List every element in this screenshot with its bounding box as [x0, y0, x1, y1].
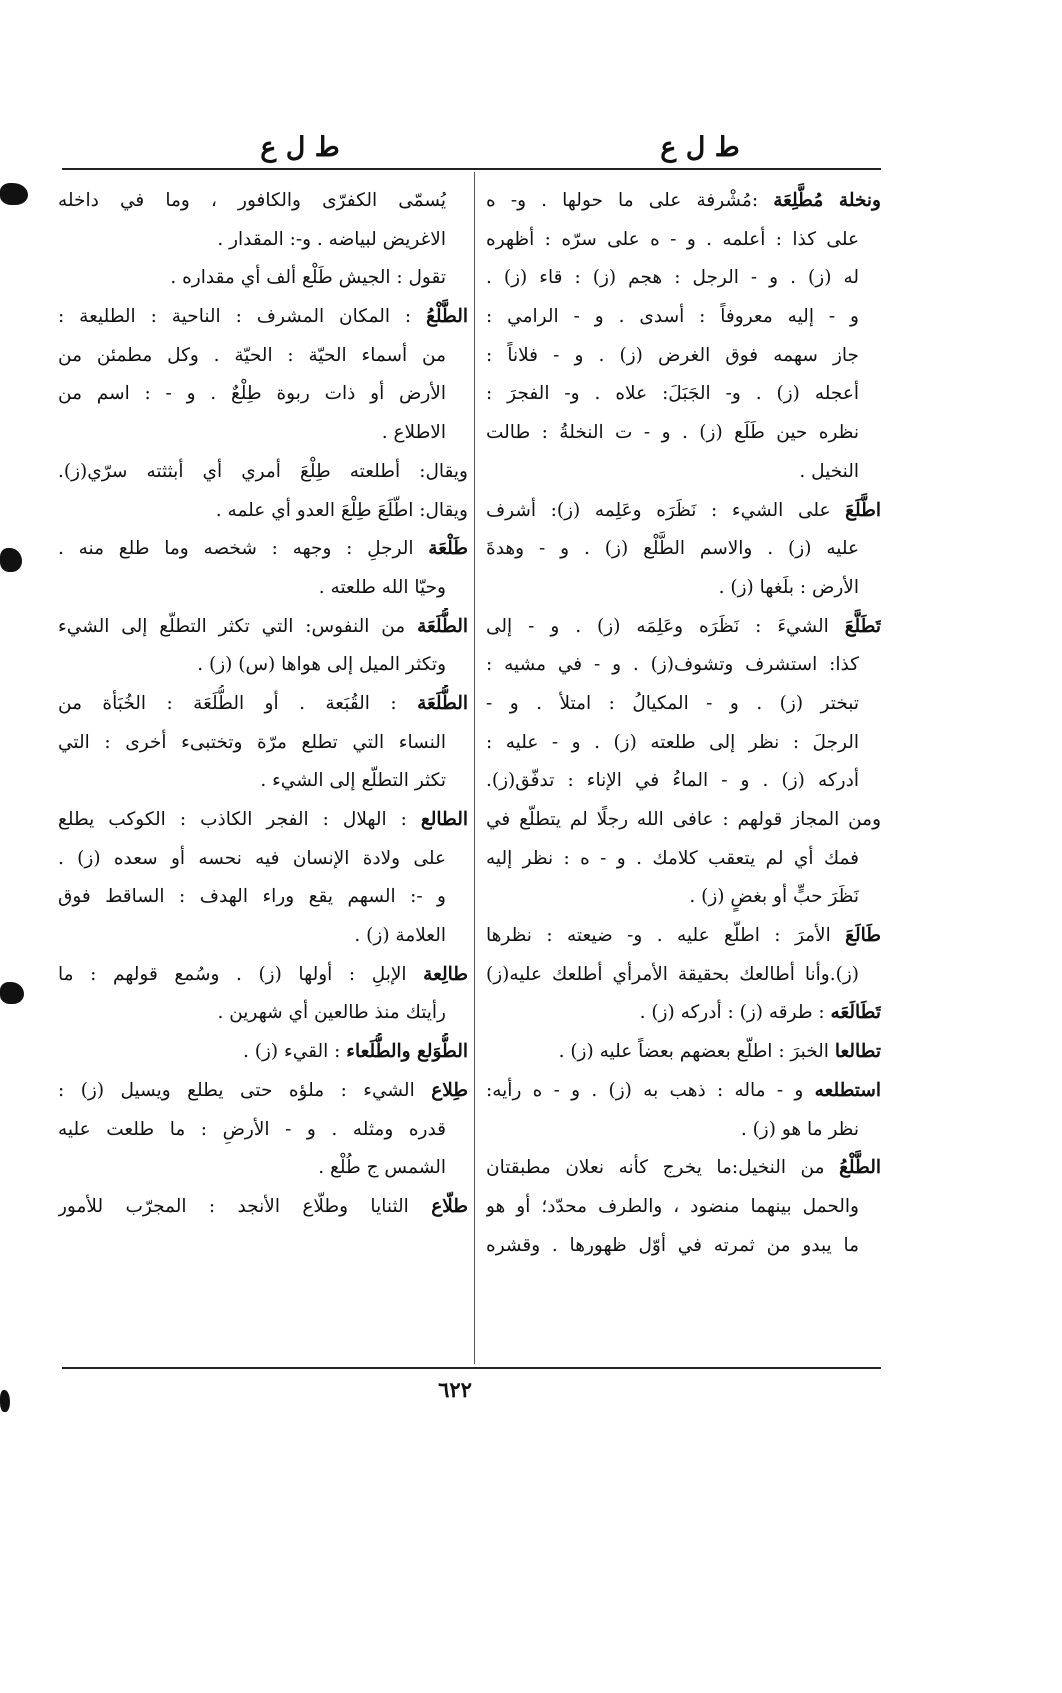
- column-separator: [474, 172, 475, 1364]
- entry-text: : طرقه (ز) : أدركه (ز) .: [639, 1002, 831, 1024]
- dictionary-line: [486, 762, 881, 801]
- bottom-rule: [62, 1367, 881, 1369]
- scan-blot: [0, 1390, 10, 1412]
- dictionary-line: [486, 1033, 881, 1072]
- entry-headword: طالِعة: [423, 963, 468, 985]
- entry-text: : الهلال : الفجر الكاذب : الكوكب يطلع: [58, 809, 421, 830]
- entry-text: عليه (ز) . والاسم الطَّلْع (ز) . و - وهدةَ: [486, 538, 859, 560]
- entry-text: من النخيل:ما يخرج كأنه نعلان مطبقتان: [486, 1157, 840, 1179]
- dictionary-line: [486, 1072, 881, 1111]
- entry-text: النخيل .: [799, 460, 859, 482]
- entry-text: و -: السهم يقع وراء الهدف : الساقط فوق: [58, 886, 446, 908]
- entry-text: الأرض : بلَغها (ز) .: [718, 576, 859, 598]
- entry-text: و - ماله : ذهب به (ز) . و - ه رأيه:: [486, 1079, 815, 1101]
- entry-text: له (ز) . و - الرجل : هجم (ز) : قاء (ز) .: [486, 267, 859, 289]
- entry-text: أعجله (ز) . و- الجَبَلَ: علاه . و- الفجرَ :: [486, 383, 859, 405]
- dictionary-line: [486, 608, 881, 647]
- entry-text: وحيّا الله طلعته .: [318, 576, 446, 598]
- dictionary-line: [58, 646, 468, 685]
- dictionary-line: [486, 1227, 881, 1266]
- dictionary-line: [58, 298, 468, 337]
- entry-headword: طَالَعَ: [845, 925, 881, 947]
- scan-blot: [0, 982, 24, 1004]
- dictionary-line: [58, 569, 468, 608]
- entry-text: (ز).وأنا أطالعك بحقيقة الأمرأي أطلعك عليه(ز): [486, 963, 859, 985]
- dictionary-line: [58, 1188, 468, 1227]
- dictionary-line: [58, 801, 468, 840]
- entry-text: رأيتك منذ طالعين أي شهرين .: [217, 1002, 446, 1024]
- dictionary-line: [58, 685, 468, 724]
- entry-text: الرجلَ : نظر إلى طلعته (ز) . و - عليه :: [486, 731, 859, 753]
- entry-text: كذا: استشرف وتشوف(ز) . و - في مشيه :: [486, 654, 859, 676]
- entry-text: الثنايا وطلّاع الأنجد : المجرّب للأمور: [58, 1195, 432, 1217]
- entry-text: النساء التي تطلع مرّة وتختبىء أخرى : التي: [58, 731, 446, 753]
- dictionary-line: [486, 956, 881, 995]
- entry-text: الخبرَ : اطلّع بعضهم بعضاً عليه (ز) .: [558, 1041, 835, 1063]
- dictionary-line: [486, 182, 881, 221]
- entry-text: الأرض أو ذات ربوة طِلْعٌ . و - : اسم من: [58, 383, 446, 405]
- dictionary-line: [486, 414, 881, 453]
- entry-text: العلامة (ز) .: [354, 925, 446, 947]
- scan-blot: [0, 548, 22, 572]
- entry-text: من النفوس: التي تكثر التطلّع إلى الشيء: [58, 615, 418, 637]
- dictionary-line: [58, 1111, 468, 1150]
- dictionary-line: [58, 762, 468, 801]
- entry-headword: الطُّلَعَة: [417, 615, 468, 637]
- entry-text: من أسماء الحيّة : الحيّة . وكل مطمئن من: [58, 344, 446, 366]
- dictionary-line: [486, 1149, 881, 1188]
- top-rule: [62, 168, 881, 170]
- dictionary-line: [486, 375, 881, 414]
- entry-text: نظر ما هو (ز) .: [740, 1118, 859, 1140]
- entry-headword: طِلاع: [431, 1079, 468, 1101]
- entry-text: ويقال: أطلعته طِلْعَ أمري أي أبثثته سرّي(ز).: [58, 460, 468, 482]
- entry-headword: الطالع: [420, 809, 468, 830]
- entry-text: ما يبدو من ثمرته في أوّل ظهورها . وقشره: [486, 1234, 859, 1256]
- page-number: ٦٢٢: [438, 1377, 472, 1402]
- entry-headword: اطَّلَعَ: [845, 499, 881, 521]
- dictionary-line: [486, 724, 881, 763]
- dictionary-line: [486, 259, 881, 298]
- dictionary-line: [58, 221, 468, 260]
- entry-text: جاز سهمه فوق الغرض (ز) . و - فلاناً :: [486, 344, 859, 366]
- dictionary-line: [486, 917, 881, 956]
- entry-text: والحمل بينهما منضود ، والطرف محدّد؛ أو هو: [486, 1195, 859, 1217]
- dictionary-line: [486, 1111, 881, 1150]
- entry-headword: طَلْعَة: [428, 538, 468, 560]
- dictionary-line: [58, 608, 468, 647]
- dictionary-line: [58, 724, 468, 763]
- entry-text: نظره حين طَلَع (ز) . و - ت النخلةُ : طالت: [486, 422, 859, 444]
- running-header-right: ط ل ع: [660, 132, 740, 163]
- entry-text: الإبلِ : أولها (ز) . وسُمع قولهم : ما: [58, 963, 424, 985]
- right-column: [486, 182, 881, 1265]
- dictionary-line: [486, 801, 881, 840]
- dictionary-line: [58, 259, 468, 298]
- dictionary-line: [58, 414, 468, 453]
- running-header-left: ط ل ع: [260, 132, 340, 163]
- entry-text: فمك أي لم يتعقب كلامك . و - ه : نظر إليه: [486, 847, 859, 869]
- entry-text: ومن المجاز قولهم : عافى الله رجلًا لم يتطلّع في: [486, 809, 881, 830]
- dictionary-line: [58, 878, 468, 917]
- dictionary-line: [486, 221, 881, 260]
- dictionary-line: [58, 337, 468, 376]
- entry-text: على ولادة الإنسان فيه نحسه أو سعده (ز) .: [58, 847, 446, 869]
- entry-headword: طلّاع: [431, 1195, 468, 1217]
- dictionary-line: [58, 492, 468, 531]
- entry-text: الاغريض لبياضه . و-: المقدار .: [217, 228, 446, 250]
- entry-headword: استطلعه: [814, 1079, 881, 1101]
- entry-text: يُسمّى الكفرّى والكافور ، وما في داخله: [58, 190, 446, 211]
- entry-headword: ونخلة مُطَّلِعَة: [773, 190, 881, 211]
- dictionary-line: [58, 1033, 468, 1072]
- dictionary-line: [486, 646, 881, 685]
- entry-text: ويقال: اطّلَعَ طِلْعَ العدو أي علمه .: [215, 499, 468, 521]
- dictionary-line: [58, 1149, 468, 1188]
- entry-headword: الطُّوَلع والطُّلَعاء: [346, 1041, 468, 1063]
- dictionary-line: [486, 337, 881, 376]
- entry-text: الشمس ج طُلْع .: [318, 1157, 446, 1179]
- dictionary-line: [486, 298, 881, 337]
- entry-text: نَظَرَ حبٍّ أو بغضٍ (ز) .: [689, 886, 859, 908]
- entry-text: على الشيء : نَظَرَه وعَلِمه (ز): أشرف: [486, 499, 846, 521]
- dictionary-line: [486, 1188, 881, 1227]
- entry-text: : المكان المشرف : الناحية : الطليعة :: [58, 306, 427, 328]
- dictionary-line: [58, 530, 468, 569]
- entry-text: : القيء (ز) .: [243, 1041, 347, 1063]
- entry-headword: الطُّلَعَة: [417, 692, 468, 714]
- dictionary-line: [486, 685, 881, 724]
- left-column: [58, 182, 468, 1227]
- dictionary-line: [486, 994, 881, 1033]
- entry-headword: الطَّلْعُ: [426, 306, 468, 328]
- entry-text: الشيء : ملؤه حتى يطلع ويسيل (ز) :: [58, 1079, 432, 1101]
- entry-text: و - إليه معروفاً : أسدى . و - الرامي :: [486, 306, 859, 328]
- dictionary-line: [486, 530, 881, 569]
- dictionary-line: [58, 182, 468, 221]
- entry-text: الشيءَ : نَظَرَه وعَلِمَه (ز) . و - إلى: [486, 615, 845, 637]
- entry-text: : القُبَعة . أو الطُّلَعَة : الخُبَأة من: [58, 692, 418, 714]
- entry-text: الاطلاع .: [381, 422, 446, 444]
- dictionary-line: [486, 569, 881, 608]
- dictionary-line: [58, 917, 468, 956]
- dictionary-line: [58, 994, 468, 1033]
- entry-headword: تطالعا: [834, 1041, 881, 1063]
- entry-text: أدركه (ز) . و - الماءُ في الإناء : تدفّق(ز).: [486, 770, 859, 792]
- entry-headword: الطَّلْعُ: [839, 1157, 881, 1179]
- entry-headword: تَطَلَّعَ: [844, 615, 881, 637]
- dictionary-line: [58, 453, 468, 492]
- dictionary-line: [486, 840, 881, 879]
- entry-text: وتكثر الميل إلى هواها (س) (ز) .: [197, 654, 446, 676]
- entry-text: الأمرَ : اطلّع عليه . و- ضيعته : نظرها: [486, 925, 846, 947]
- entry-text: الرجلِ : وجهه : شخصه وما طلع منه .: [58, 538, 429, 560]
- dictionary-line: [486, 492, 881, 531]
- entry-text: :مُشْرفة على ما حولها . و- ه: [486, 190, 774, 211]
- dictionary-line: [58, 375, 468, 414]
- scan-blot: [0, 183, 28, 205]
- entry-text: على كذا : أعلمه . و - ه على سرّه : أظهره: [486, 228, 859, 250]
- dictionary-line: [58, 956, 468, 995]
- entry-text: تقول : الجيش طَلْع ألف أي مقداره .: [170, 267, 446, 289]
- entry-headword: تَطَالَعَه: [830, 1002, 881, 1024]
- entry-text: تبختر (ز) . و - المكيالُ : امتلأ . و -: [486, 692, 859, 714]
- dictionary-line: [486, 878, 881, 917]
- dictionary-line: [486, 453, 881, 492]
- entry-text: قدره ومثله . و - الأرضِ : ما طلعت عليه: [58, 1118, 446, 1140]
- entry-text: تكثر التطلّع إلى الشيء .: [260, 770, 446, 792]
- dictionary-line: [58, 1072, 468, 1111]
- dictionary-line: [58, 840, 468, 879]
